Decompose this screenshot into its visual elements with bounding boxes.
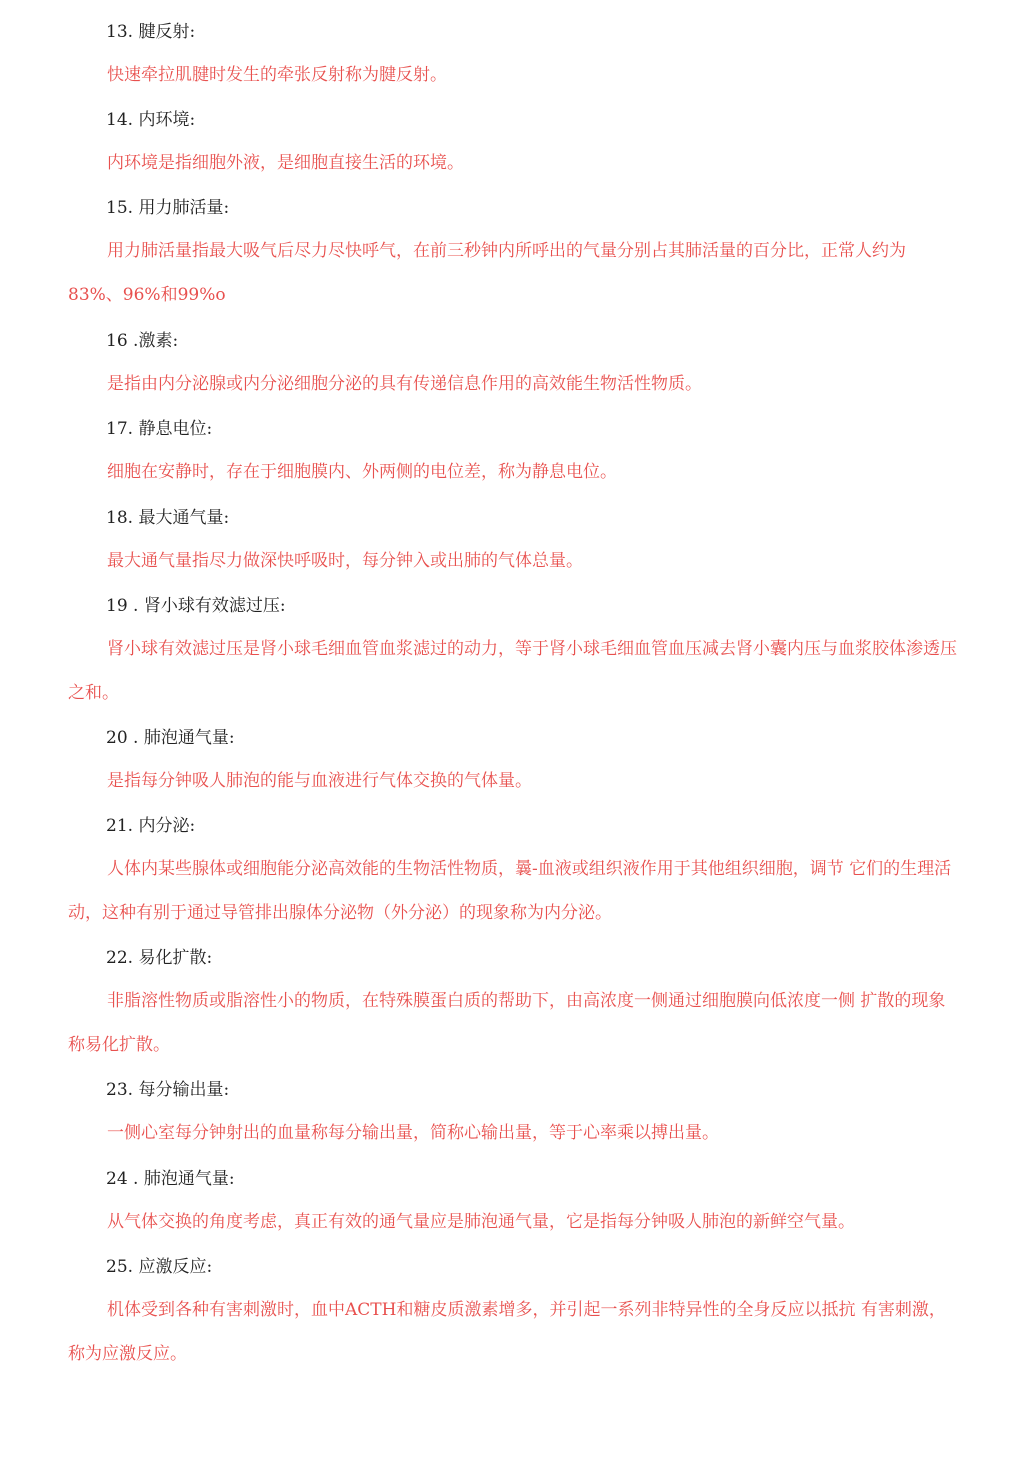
- term-definition: 细胞在安静时，存在于细胞膜内、外两侧的电位差，称为静息电位。: [107, 462, 617, 482]
- term-heading: 23. 每分输出量:: [106, 1080, 230, 1100]
- term-definition: 人体内某些腺体或细胞能分泌高效能的生物活性物质，曩-血液或组织液作用于其他组织细胞，调节 它们的生理活动，这种有别于通过导管排出腺体分泌物（外分泌）的现象称为内分泌。: [68, 859, 952, 923]
- term-definition: 肾小球有效滤过压是肾小球毛细血管血浆滤过的动力，等于肾小球毛细血管血压减去肾小囊内压与血浆胶体渗透压之和。: [68, 639, 957, 703]
- term-definition: 是指由内分泌腺或内分泌细胞分泌的具有传递信息作用的高效能生物活性物质。: [107, 374, 702, 394]
- term-definition: 内环境是指细胞外液，是细胞直接生活的环境。: [107, 153, 464, 173]
- term-heading: 15. 用力肺活量:: [106, 198, 230, 218]
- term-heading: 18. 最大通气量:: [106, 508, 230, 528]
- term-definition: 从气体交换的角度考虑，真正有效的通气量应是肺泡通气量，它是指每分钟吸人肺泡的新鲜空气量。: [107, 1212, 855, 1232]
- term-heading: 17. 静息电位:: [106, 419, 213, 439]
- term-heading: 13. 腱反射:: [106, 22, 196, 42]
- term-heading: 16 .激素:: [106, 331, 179, 351]
- term-definition: 机体受到各种有害刺激时，血中ACTH和糖皮质激素增多，并引起一系列非特异性的全身反应以抵抗 有害刺激，称为应激反应。: [68, 1300, 946, 1364]
- term-definition: 非脂溶性物质或脂溶性小的物质，在特殊膜蛋白质的帮助下，由高浓度一侧通过细胞膜向低浓度一侧 扩散的现象称易化扩散。: [68, 991, 946, 1055]
- term-heading: 21. 内分泌:: [106, 816, 196, 836]
- term-heading: 19 . 肾小球有效滤过压:: [106, 596, 286, 616]
- term-heading: 25. 应激反应:: [106, 1257, 213, 1277]
- term-definition: 快速牵拉肌腱时发生的牵张反射称为腱反射。: [107, 65, 447, 85]
- term-heading: 20 . 肺泡通气量:: [106, 728, 235, 748]
- term-heading: 24 . 肺泡通气量:: [106, 1169, 235, 1189]
- term-definition: 一侧心室每分钟射出的血量称每分输出量，简称心输出量，等于心率乘以搏出量。: [107, 1123, 719, 1143]
- term-definition: 最大通气量指尽力做深快呼吸时，每分钟入或出肺的气体总量。: [107, 551, 583, 571]
- term-heading: 14. 内环境:: [106, 110, 196, 130]
- term-definition: 是指每分钟吸人肺泡的能与血液进行气体交换的气体量。: [107, 771, 532, 791]
- term-heading: 22. 易化扩散:: [106, 948, 213, 968]
- term-definition: 用力肺活量指最大吸气后尽力尽快呼气，在前三秒钟内所呼出的气量分别占其肺活量的百分比，正常人约为83%、96%和99%o: [68, 241, 906, 305]
